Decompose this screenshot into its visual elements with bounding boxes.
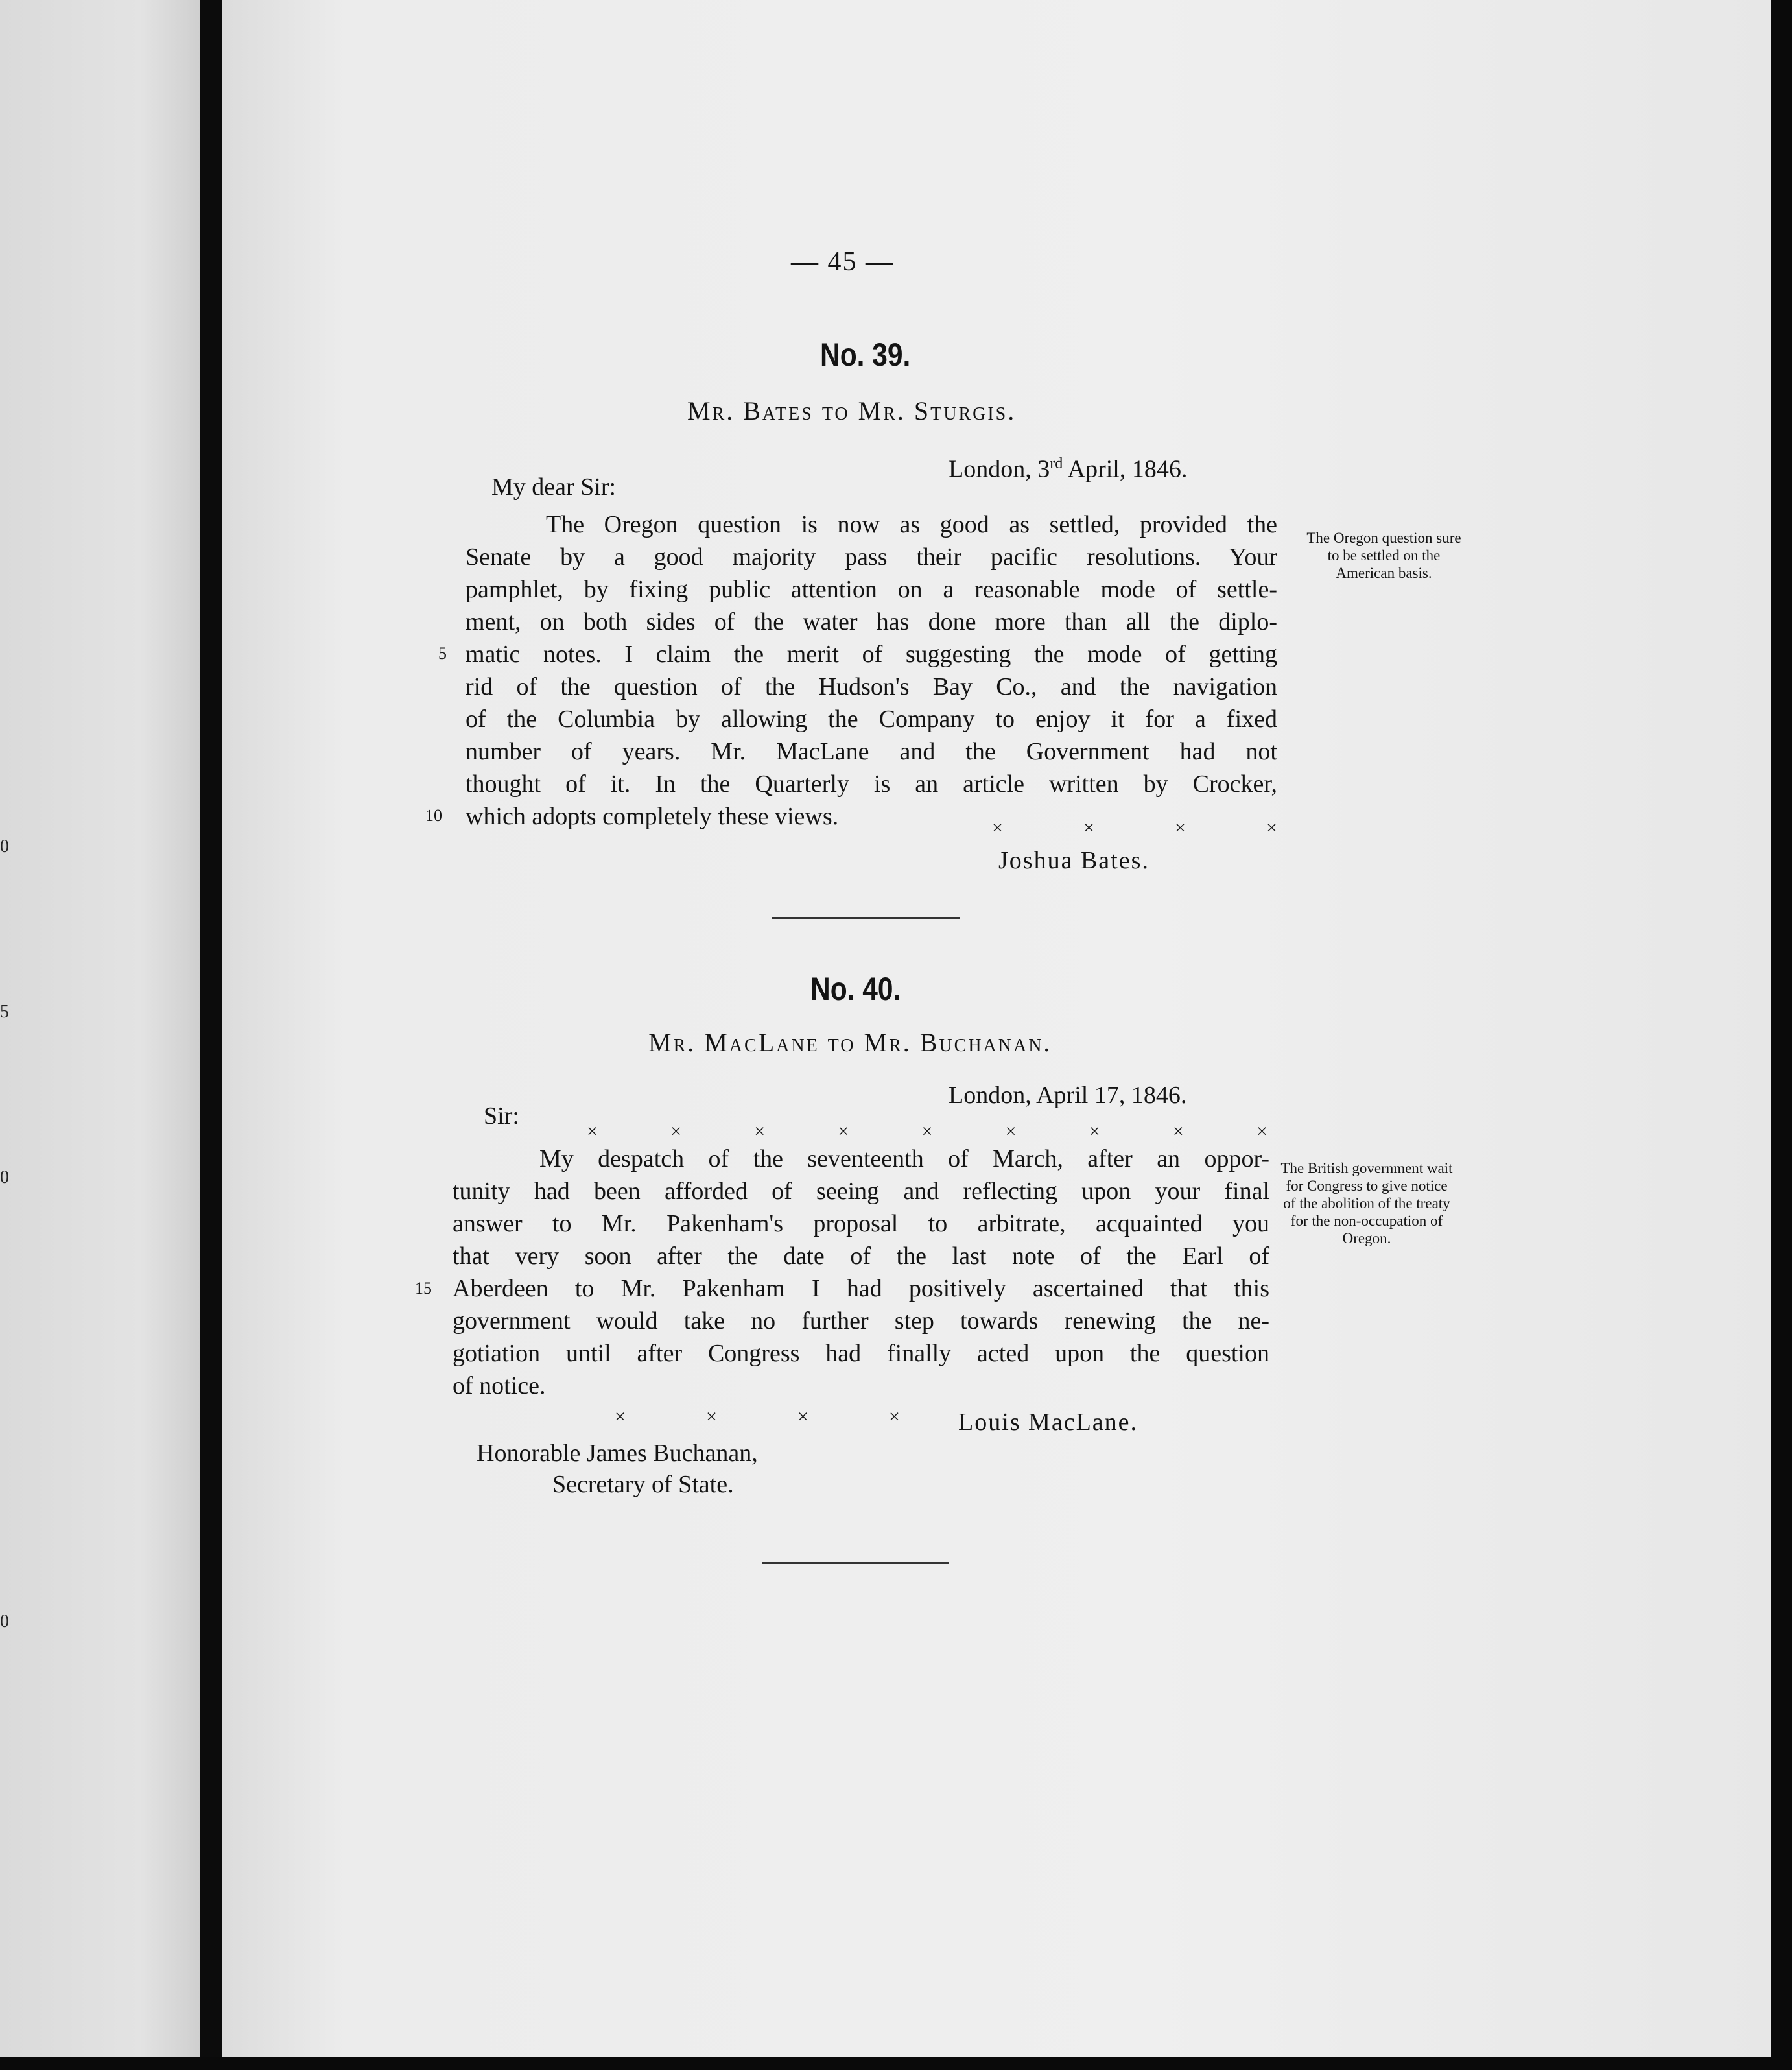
page-number: — 45 — <box>791 247 894 277</box>
letter-title: Mr. MacLane to Mr. Buchanan. <box>648 1028 1052 1057</box>
body-line: Aberdeen to Mr. Pakenham I had positively ascertained that this <box>453 1275 1269 1302</box>
stray-margin-mark: 0 <box>0 1167 9 1187</box>
dateline: London, April 17, 1846. <box>949 1082 1187 1109</box>
letter-body <box>466 508 1277 833</box>
salutation: My dear Sir: <box>491 473 617 501</box>
salutation: Sir: <box>484 1102 519 1130</box>
letter-number: No. 39. <box>820 337 911 373</box>
body-line: matic notes. I claim the merit of suggesting the mode of getting <box>466 641 1277 668</box>
letter-title: Mr. Bates to Mr. Sturgis. <box>687 396 1017 425</box>
signature: Joshua Bates. <box>998 847 1149 874</box>
line-number: 5 <box>438 644 447 663</box>
body-line: of notice. <box>453 1372 546 1399</box>
ellipsis-marks: × × × × <box>615 1406 900 1427</box>
divider <box>762 1562 949 1564</box>
book-gutter <box>200 0 222 2070</box>
right-border <box>1771 0 1792 2070</box>
line-number: 15 <box>415 1279 432 1298</box>
body-line: which adopts completely these views. <box>466 803 839 830</box>
addressee-name: Honorable James Buchanan, <box>477 1440 758 1467</box>
stray-margin-mark: 5 <box>0 1002 9 1022</box>
body-line: rid of the question of the Hudson's Bay Co., and the navigation <box>466 673 1277 700</box>
body-line: that very soon after the date of the last note of the Earl of <box>453 1243 1269 1270</box>
left-page-edge <box>0 0 200 2070</box>
body-line: gotiation until after Congress had finally acted upon the question <box>453 1340 1269 1367</box>
margin-note: The British government wait for Congress to give notice of the abolition of the treaty for the non-occupation of Oregon. <box>1280 1160 1453 1246</box>
body-line: The Oregon question is now as good as settled, provided the <box>546 511 1277 538</box>
addressee-title: Secretary of State. <box>552 1471 734 1498</box>
margin-note: The Oregon question sure to be settled on the American basis. <box>1306 530 1461 581</box>
body-line: answer to Mr. Pakenham's proposal to arbitrate, acquainted you <box>453 1210 1269 1237</box>
dateline: London, 3rd April, 1846. <box>949 455 1188 483</box>
line-number: 10 <box>425 806 442 825</box>
letter-number: No. 40. <box>810 971 901 1007</box>
body-line: number of years. Mr. MacLane and the Government had not <box>466 738 1277 765</box>
letter-body <box>453 1143 1269 1402</box>
body-line: thought of it. In the Quarterly is an article written by Crocker, <box>466 770 1277 798</box>
stray-margin-mark: 0 <box>0 837 9 857</box>
ellipsis-marks: × × × × <box>992 817 1277 839</box>
body-line: Senate by a good majority pass their pacific resolutions. Your <box>466 543 1277 571</box>
ellipsis-marks: × × × × × × × × × <box>587 1121 1267 1142</box>
body-line: government would take no further step towards renewing the ne- <box>453 1307 1269 1335</box>
body-line: tunity had been afforded of seeing and reflecting upon your final <box>453 1178 1269 1205</box>
signature: Louis MacLane. <box>958 1409 1138 1436</box>
body-line: of the Columbia by allowing the Company to enjoy it for a fixed <box>466 706 1277 733</box>
body-line: My despatch of the seventeenth of March, after an oppor- <box>539 1145 1269 1172</box>
bottom-border <box>0 2057 1792 2070</box>
body-line: pamphlet, by fixing public attention on a reasonable mode of settle- <box>466 576 1277 603</box>
body-line: ment, on both sides of the water has done more than all the diplo- <box>466 608 1277 636</box>
stray-margin-mark: 0 <box>0 1612 9 1632</box>
divider <box>772 917 960 919</box>
